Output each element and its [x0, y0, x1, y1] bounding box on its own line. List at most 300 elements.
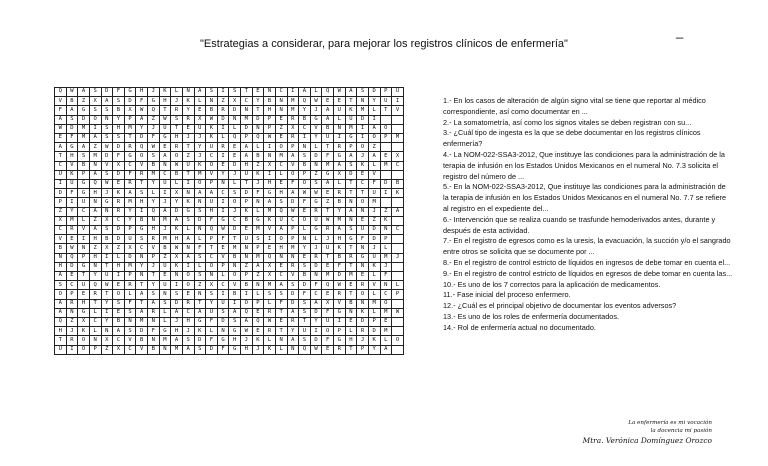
grid-cell: H [171, 235, 183, 244]
grid-cell: T [171, 124, 183, 133]
grid-cell: R [357, 281, 369, 290]
grid-cell: L [229, 180, 241, 189]
grid-cell: O [275, 235, 287, 244]
grid-cell: T [357, 189, 369, 198]
grid-cell: C [89, 318, 101, 327]
clue-item: 13.- Es uno de los roles de enfermería documentados. [443, 311, 620, 321]
grid-cell: G [310, 226, 322, 235]
grid-cell: Y [136, 262, 148, 271]
grid-cell: U [241, 235, 253, 244]
grid-cell: P [78, 170, 90, 179]
grid-cell: D [380, 180, 392, 189]
grid-cell: J [392, 253, 404, 262]
grid-cell: D [252, 115, 264, 124]
grid-cell: J [182, 134, 194, 143]
grid-cell: G [78, 189, 90, 198]
grid-cell: N [334, 124, 346, 133]
grid-cell: N [252, 198, 264, 207]
grid-cell: Y [113, 115, 125, 124]
grid-cell: N [310, 272, 322, 281]
grid-cell: V [368, 170, 380, 179]
grid-cell: T [148, 272, 160, 281]
grid-cell: V [217, 253, 229, 262]
grid-cell: N [357, 207, 369, 216]
grid-cell: G [148, 97, 160, 106]
grid-cell: T [275, 308, 287, 317]
grid-cell: Y [368, 345, 380, 354]
grid-cell: J [380, 262, 392, 271]
grid-cell: D [357, 318, 369, 327]
grid-cell: F [206, 336, 218, 345]
grid-cell: P [380, 134, 392, 143]
grid-cell: U [217, 299, 229, 308]
grid-cell: H [159, 97, 171, 106]
grid-cell: S [287, 281, 299, 290]
grid-cell: F [252, 189, 264, 198]
grid-cell: H [55, 262, 67, 271]
grid-cell: L [89, 308, 101, 317]
grid-cell: S [299, 262, 311, 271]
grid-cell: O [275, 143, 287, 152]
grid-cell: K [171, 226, 183, 235]
grid-cell [392, 143, 404, 152]
grid-cell [392, 170, 404, 179]
grid-cell: Y [287, 327, 299, 336]
grid-cell: W [310, 97, 322, 106]
grid-cell: Z [89, 216, 101, 225]
grid-cell: G [310, 115, 322, 124]
grid-cell: S [299, 152, 311, 161]
grid-cell: L [194, 235, 206, 244]
grid-cell: Q [264, 253, 276, 262]
grid-cell: C [66, 281, 78, 290]
grid-cell: E [322, 290, 334, 299]
grid-cell: O [299, 216, 311, 225]
grid-cell: F [217, 235, 229, 244]
grid-cell: C [182, 308, 194, 317]
grid-cell: E [357, 272, 369, 281]
grid-cell: Q [89, 180, 101, 189]
grid-cell: D [113, 170, 125, 179]
grid-cell: W [171, 161, 183, 170]
grid-cell: L [78, 216, 90, 225]
grid-cell: Y [299, 106, 311, 115]
grid-cell: L [89, 327, 101, 336]
grid-cell: A [136, 308, 148, 317]
grid-cell: N [159, 290, 171, 299]
grid-cell: M [252, 226, 264, 235]
grid-cell: V [136, 345, 148, 354]
grid-cell: A [89, 226, 101, 235]
grid-cell: D [124, 253, 136, 262]
grid-cell: G [66, 143, 78, 152]
grid-cell: M [194, 170, 206, 179]
grid-cell: U [334, 106, 346, 115]
grid-cell: B [334, 253, 346, 262]
grid-cell: K [264, 345, 276, 354]
grid-row [55, 88, 404, 97]
grid-cell: T [159, 106, 171, 115]
grid-cell: G [217, 336, 229, 345]
grid-cell: E [322, 345, 334, 354]
grid-cell: P [206, 235, 218, 244]
grid-cell: P [299, 170, 311, 179]
grid-cell: P [124, 226, 136, 235]
grid-row [55, 161, 404, 170]
grid-cell: E [299, 207, 311, 216]
clue-item: 6.- Intervención que se realiza cuando se trasfunde hemoderivados antes, durante y después de esta actividad. [443, 214, 716, 235]
grid-cell: E [345, 281, 357, 290]
grid-cell: Y [368, 97, 380, 106]
grid-cell: S [275, 290, 287, 299]
grid-cell: X [55, 216, 67, 225]
grid-cell: T [275, 327, 287, 336]
grid-cell: G [78, 308, 90, 317]
grid-cell: N [380, 226, 392, 235]
grid-cell: S [148, 152, 160, 161]
grid-cell: I [136, 207, 148, 216]
grid-cell: L [124, 290, 136, 299]
grid-row [55, 318, 404, 327]
grid-cell: B [113, 106, 125, 115]
grid-cell: L [206, 327, 218, 336]
grid-cell: X [101, 216, 113, 225]
grid-cell: U [194, 124, 206, 133]
grid-cell: S [101, 106, 113, 115]
grid-cell: H [66, 152, 78, 161]
grid-cell: F [55, 106, 67, 115]
grid-cell: N [182, 189, 194, 198]
grid-cell: Z [159, 253, 171, 262]
grid-cell: U [55, 170, 67, 179]
grid-cell: G [229, 345, 241, 354]
clue-item: 8.- En el registro de control estricto de líquidos en ingresos de debe tomar en cuenta el... [443, 257, 731, 267]
grid-cell: N [159, 161, 171, 170]
grid-cell: A [368, 152, 380, 161]
grid-cell: N [345, 198, 357, 207]
grid-cell: D [287, 299, 299, 308]
grid-cell: L [194, 97, 206, 106]
grid-cell: P [357, 345, 369, 354]
grid-cell: F [322, 336, 334, 345]
grid-cell: A [287, 152, 299, 161]
grid-cell: A [66, 106, 78, 115]
grid-row [55, 327, 404, 336]
grid-cell: O [368, 134, 380, 143]
grid-cell: U [124, 235, 136, 244]
grid-cell: Y [66, 207, 78, 216]
grid-cell: D [101, 152, 113, 161]
grid-cell: C [287, 216, 299, 225]
grid-cell: Z [78, 97, 90, 106]
grid-cell: P [264, 115, 276, 124]
grid-row [55, 253, 404, 262]
grid-cell: U [66, 180, 78, 189]
grid-cell: H [113, 262, 125, 271]
grid-cell: S [101, 226, 113, 235]
grid-cell: R [136, 170, 148, 179]
grid-cell: B [101, 235, 113, 244]
grid-cell: E [217, 244, 229, 253]
grid-cell: C [357, 180, 369, 189]
grid-cell: K [113, 189, 125, 198]
grid-cell: O [171, 152, 183, 161]
grid-cell: K [159, 88, 171, 97]
grid-cell: R [264, 327, 276, 336]
clue-list [443, 96, 733, 334]
grid-cell: N [206, 272, 218, 281]
grid-cell: L [334, 180, 346, 189]
grid-cell: P [264, 124, 276, 133]
grid-cell: R [113, 207, 125, 216]
grid-cell [392, 272, 404, 281]
grid-cell: Y [206, 299, 218, 308]
grid-cell: E [252, 308, 264, 317]
grid-cell: L [148, 189, 160, 198]
grid-cell: N [148, 216, 160, 225]
grid-cell: S [264, 290, 276, 299]
grid-cell: I [217, 290, 229, 299]
grid-cell: R [217, 143, 229, 152]
grid-cell: C [206, 253, 218, 262]
grid-cell: A [322, 106, 334, 115]
grid-cell: F [148, 327, 160, 336]
grid-cell: B [392, 180, 404, 189]
grid-cell: M [322, 161, 334, 170]
grid-cell: R [287, 318, 299, 327]
grid-cell: E [299, 253, 311, 262]
grid-cell: N [275, 106, 287, 115]
grid-cell: H [241, 345, 253, 354]
grid-cell: U [78, 281, 90, 290]
grid-cell: D [101, 88, 113, 97]
grid-cell: X [392, 152, 404, 161]
grid-cell: L [392, 281, 404, 290]
grid-cell: I [66, 198, 78, 207]
grid-row [55, 299, 404, 308]
grid-cell: G [229, 327, 241, 336]
grid-cell: Q [299, 345, 311, 354]
grid-cell: T [322, 253, 334, 262]
grid-cell: L [310, 88, 322, 97]
grid-cell: W [136, 106, 148, 115]
grid-cell: T [194, 299, 206, 308]
grid-cell: V [148, 244, 160, 253]
grid-cell: G [124, 152, 136, 161]
grid-cell: G [334, 152, 346, 161]
grid-cell: F [275, 299, 287, 308]
grid-cell: H [264, 106, 276, 115]
grid-cell: F [310, 281, 322, 290]
grid-cell: T [322, 207, 334, 216]
grid-cell: Q [229, 134, 241, 143]
grid-cell: H [345, 336, 357, 345]
grid-cell: J [357, 152, 369, 161]
grid-cell: A [55, 272, 67, 281]
grid-cell: Y [101, 299, 113, 308]
grid-cell: F [322, 308, 334, 317]
grid-cell: E [66, 235, 78, 244]
signature-name: Mtra. Verónica Domínguez Orozco [582, 436, 712, 445]
grid-cell: P [78, 253, 90, 262]
grid-cell: R [287, 262, 299, 271]
grid-cell: O [78, 345, 90, 354]
header-dash: _ [676, 24, 684, 39]
grid-cell: A [287, 336, 299, 345]
grid-cell: M [252, 253, 264, 262]
grid-cell: T [345, 244, 357, 253]
grid-cell: H [171, 327, 183, 336]
grid-cell: J [148, 262, 160, 271]
grid-cell: O [182, 281, 194, 290]
grid-cell: N [275, 97, 287, 106]
grid-cell: N [206, 97, 218, 106]
grid-cell: G [345, 235, 357, 244]
grid-cell: H [89, 235, 101, 244]
grid-cell: T [136, 281, 148, 290]
clue-item: 11.- Fase inicial del proceso enfermero. [443, 290, 571, 300]
grid-cell: H [171, 134, 183, 143]
grid-cell: H [334, 235, 346, 244]
signature-motto-2: la docencia mi pasión [650, 428, 712, 434]
grid-cell: S [182, 216, 194, 225]
grid-cell: Z [310, 170, 322, 179]
grid-cell: N [229, 115, 241, 124]
grid-cell: U [392, 88, 404, 97]
grid-cell: L [217, 134, 229, 143]
grid-cell: S [357, 88, 369, 97]
grid-cell: N [275, 336, 287, 345]
grid-cell: E [345, 318, 357, 327]
grid-cell: M [78, 134, 90, 143]
grid-cell: K [171, 262, 183, 271]
grid-cell: R [148, 308, 160, 317]
grid-row [55, 180, 404, 189]
grid-cell [392, 299, 404, 308]
grid-cell: Z [148, 115, 160, 124]
grid-cell: D [136, 134, 148, 143]
grid-cell: S [229, 88, 241, 97]
grid-cell: N [241, 253, 253, 262]
grid-cell: O [392, 336, 404, 345]
grid-cell: K [182, 97, 194, 106]
grid-row [55, 262, 404, 271]
grid-cell: O [380, 124, 392, 133]
grid-row [55, 272, 404, 281]
grid-cell: S [206, 290, 218, 299]
grid-cell: M [171, 345, 183, 354]
grid-cell [392, 115, 404, 124]
grid-cell: L [113, 253, 125, 262]
grid-cell: O [229, 272, 241, 281]
grid-cell: D [78, 115, 90, 124]
grid-cell: J [357, 336, 369, 345]
grid-cell: S [299, 299, 311, 308]
grid-cell: A [345, 88, 357, 97]
grid-cell: S [55, 281, 67, 290]
grid-cell: I [217, 152, 229, 161]
grid-cell: D [368, 327, 380, 336]
grid-cell: G [124, 88, 136, 97]
grid-cell: G [357, 253, 369, 262]
grid-cell: Y [217, 170, 229, 179]
grid-cell: N [357, 97, 369, 106]
grid-cell: S [113, 134, 125, 143]
grid-cell: N [101, 207, 113, 216]
grid-cell: U [159, 124, 171, 133]
grid-cell: T [345, 290, 357, 299]
grid-cell: K [380, 216, 392, 225]
grid-cell: D [66, 262, 78, 271]
grid-cell: Q [206, 226, 218, 235]
grid-cell: R [334, 143, 346, 152]
grid-row [55, 189, 404, 198]
grid-cell: M [124, 124, 136, 133]
grid-cell: F [136, 97, 148, 106]
grid-cell: N [136, 253, 148, 262]
grid-cell: R [182, 115, 194, 124]
grid-cell: H [55, 327, 67, 336]
grid-cell: K [392, 189, 404, 198]
grid-cell: F [113, 152, 125, 161]
grid-cell: T [101, 262, 113, 271]
grid-cell: T [182, 170, 194, 179]
grid-cell: D [357, 115, 369, 124]
grid-cell: U [299, 327, 311, 336]
grid-cell: K [357, 308, 369, 317]
grid-cell: A [334, 226, 346, 235]
grid-cell: A [310, 299, 322, 308]
grid-cell: N [124, 318, 136, 327]
grid-cell: X [229, 97, 241, 106]
grid-cell: C [113, 336, 125, 345]
grid-cell: C [392, 161, 404, 170]
grid-cell: K [368, 336, 380, 345]
grid-cell: M [345, 272, 357, 281]
grid-cell: J [229, 207, 241, 216]
grid-cell: G [136, 226, 148, 235]
grid-cell: E [113, 281, 125, 290]
grid-cell: U [322, 134, 334, 143]
grid-cell: N [66, 308, 78, 317]
grid-cell: N [194, 198, 206, 207]
grid-cell: Y [89, 272, 101, 281]
grid-cell: E [275, 115, 287, 124]
grid-cell: S [89, 106, 101, 115]
grid-cell: T [101, 290, 113, 299]
grid-cell: D [113, 235, 125, 244]
grid-cell: W [322, 216, 334, 225]
grid-cell: R [171, 106, 183, 115]
grid-cell: S [124, 327, 136, 336]
grid-cell: I [368, 115, 380, 124]
grid-cell [392, 345, 404, 354]
grid-cell: A [194, 308, 206, 317]
grid-cell: D [345, 170, 357, 179]
grid-cell: A [55, 115, 67, 124]
grid-cell: A [55, 308, 67, 317]
grid-cell: P [368, 318, 380, 327]
grid-cell: N [380, 281, 392, 290]
grid-cell: M [275, 152, 287, 161]
grid-cell: A [287, 308, 299, 317]
grid-cell: D [287, 290, 299, 299]
grid-cell: C [124, 161, 136, 170]
grid-cell: J [322, 235, 334, 244]
grid-cell: S [136, 235, 148, 244]
grid-cell: Y [101, 318, 113, 327]
grid-cell: Q [55, 318, 67, 327]
